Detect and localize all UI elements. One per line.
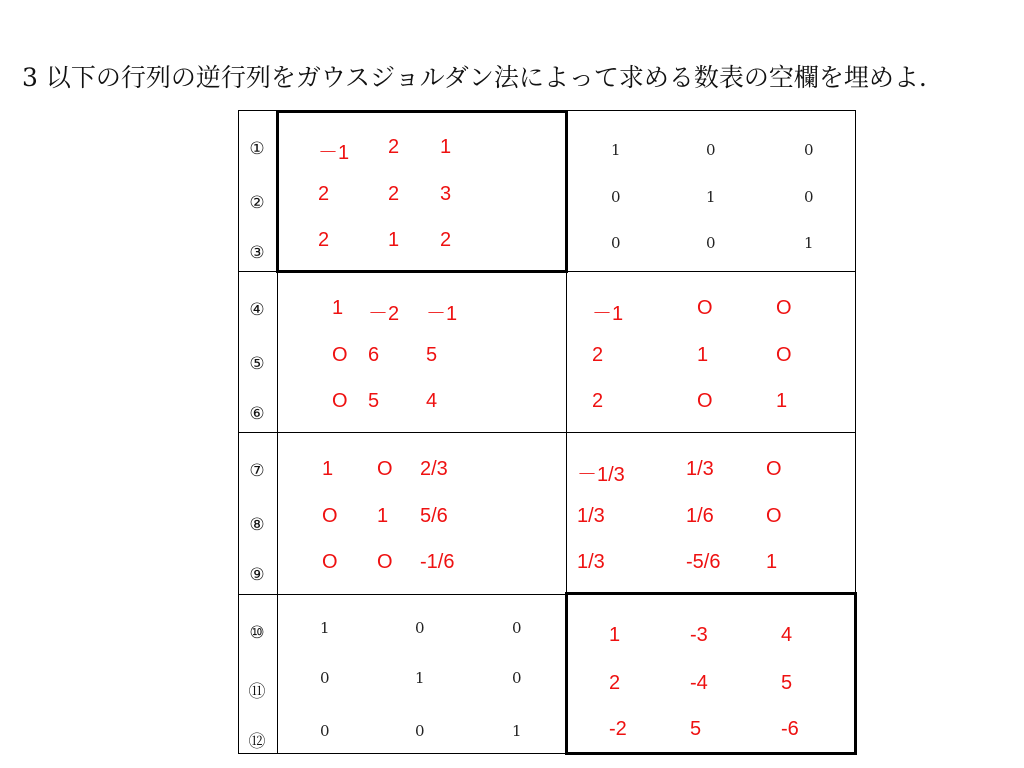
- matrix-left-entry: 1: [322, 458, 334, 480]
- matrix-left-entry: 2: [318, 229, 330, 251]
- matrix-right-entry: －1: [592, 303, 624, 325]
- row-label: ⑩: [249, 623, 265, 643]
- frame-inv-top: [565, 592, 857, 595]
- matrix-left-entry: 4: [426, 390, 438, 412]
- matrix-right-entry: －1/3: [577, 464, 625, 486]
- matrix-right-entry: 1: [804, 234, 814, 252]
- matrix-left-entry: 1: [332, 297, 344, 319]
- row-label: ⑪: [248, 682, 266, 702]
- matrix-left-entry: 1: [440, 136, 452, 158]
- matrix-right-entry: 2: [592, 390, 604, 412]
- matrix-left-entry: 0: [512, 619, 522, 637]
- matrix-right-entry: -5/6: [686, 551, 721, 573]
- row-label: ⑧: [249, 515, 265, 535]
- row-label: ⑥: [249, 404, 265, 424]
- matrix-right-entry: O: [766, 458, 782, 480]
- matrix-left-entry: 2: [318, 183, 330, 205]
- matrix-left-entry: －2: [368, 303, 400, 325]
- matrix-left-entry: 0: [512, 669, 522, 687]
- matrix-left-entry: 6: [368, 344, 380, 366]
- matrix-right-entry: 0: [611, 234, 621, 252]
- matrix-right-entry: 0: [804, 141, 814, 159]
- frame-a-left: [276, 110, 279, 273]
- matrix-left-entry: 0: [320, 669, 330, 687]
- matrix-right-entry: 0: [706, 141, 716, 159]
- matrix-right-entry: -4: [690, 672, 708, 694]
- row-label: ③: [249, 243, 265, 263]
- matrix-right-entry: 1: [776, 390, 788, 412]
- frame-inv-bottom: [565, 752, 857, 755]
- row-label: ①: [249, 139, 265, 159]
- matrix-right-entry: O: [776, 297, 792, 319]
- matrix-left-entry: -1/6: [420, 551, 455, 573]
- row-label: ④: [249, 300, 265, 320]
- matrix-right-entry: O: [697, 297, 713, 319]
- matrix-left-entry: 0: [415, 619, 425, 637]
- matrix-left-entry: 2: [388, 136, 400, 158]
- matrix-left-entry: O: [377, 458, 393, 480]
- matrix-right-entry: 2: [609, 672, 621, 694]
- frame-a-right: [565, 110, 568, 273]
- matrix-right-entry: 1: [697, 344, 709, 366]
- matrix-left-entry: O: [332, 390, 348, 412]
- frame-inv-right: [854, 592, 857, 755]
- matrix-left-entry: O: [332, 344, 348, 366]
- row-label: ⑨: [249, 565, 265, 585]
- row-label: ⑫: [248, 732, 266, 752]
- frame-a-bottom: [276, 270, 567, 273]
- matrix-left-entry: O: [322, 551, 338, 573]
- matrix-left-entry: 2: [440, 229, 452, 251]
- matrix-right-entry: 0: [804, 188, 814, 206]
- matrix-right-entry: 4: [781, 624, 793, 646]
- matrix-left-entry: －1: [426, 303, 458, 325]
- matrix-left-entry: 0: [415, 722, 425, 740]
- matrix-right-entry: O: [697, 390, 713, 412]
- matrix-left-entry: 5/6: [420, 505, 448, 527]
- frame-a-top: [276, 110, 567, 113]
- matrix-right-entry: 1/3: [577, 505, 605, 527]
- row-label: ⑤: [249, 354, 265, 374]
- block-divider: [238, 432, 855, 433]
- matrix-right-entry: 0: [611, 188, 621, 206]
- matrix-left-entry: 5: [426, 344, 438, 366]
- matrix-left-entry: O: [322, 505, 338, 527]
- matrix-right-entry: 1/6: [686, 505, 714, 527]
- matrix-left-entry: 1: [512, 722, 522, 740]
- row-label: ②: [249, 193, 265, 213]
- matrix-right-entry: O: [766, 505, 782, 527]
- matrix-right-entry: 0: [706, 234, 716, 252]
- matrix-right-entry: 1: [609, 624, 621, 646]
- matrix-left-entry: O: [377, 551, 393, 573]
- problem-title: 3 以下の行列の逆行列をガウスジョルダン法によって求める数表の空欄を埋めよ.: [22, 63, 927, 92]
- matrix-left-entry: 2/3: [420, 458, 448, 480]
- matrix-right-entry: 5: [781, 672, 793, 694]
- matrix-left-entry: 0: [320, 722, 330, 740]
- matrix-right-entry: 2: [592, 344, 604, 366]
- matrix-right-entry: 1/3: [577, 551, 605, 573]
- matrix-left-entry: 3: [440, 183, 452, 205]
- matrix-right-entry: 5: [690, 718, 702, 740]
- matrix-right-entry: 1: [706, 188, 716, 206]
- matrix-right-entry: -6: [781, 718, 799, 740]
- matrix-right-entry: O: [776, 344, 792, 366]
- matrix-right-entry: 1: [766, 551, 778, 573]
- frame-inv-left: [565, 592, 568, 755]
- matrix-left-entry: －1: [318, 142, 350, 164]
- matrix-left-entry: 5: [368, 390, 380, 412]
- matrix-right-entry: 1/3: [686, 458, 714, 480]
- matrix-right-entry: -2: [609, 718, 627, 740]
- matrix-left-entry: 2: [388, 183, 400, 205]
- matrix-left-entry: 1: [388, 229, 400, 251]
- matrix-left-entry: 1: [415, 669, 425, 687]
- matrix-right-entry: 1: [611, 141, 621, 159]
- matrix-left-entry: 1: [377, 505, 389, 527]
- matrix-right-entry: -3: [690, 624, 708, 646]
- row-label: ⑦: [249, 461, 265, 481]
- matrix-left-entry: 1: [320, 619, 330, 637]
